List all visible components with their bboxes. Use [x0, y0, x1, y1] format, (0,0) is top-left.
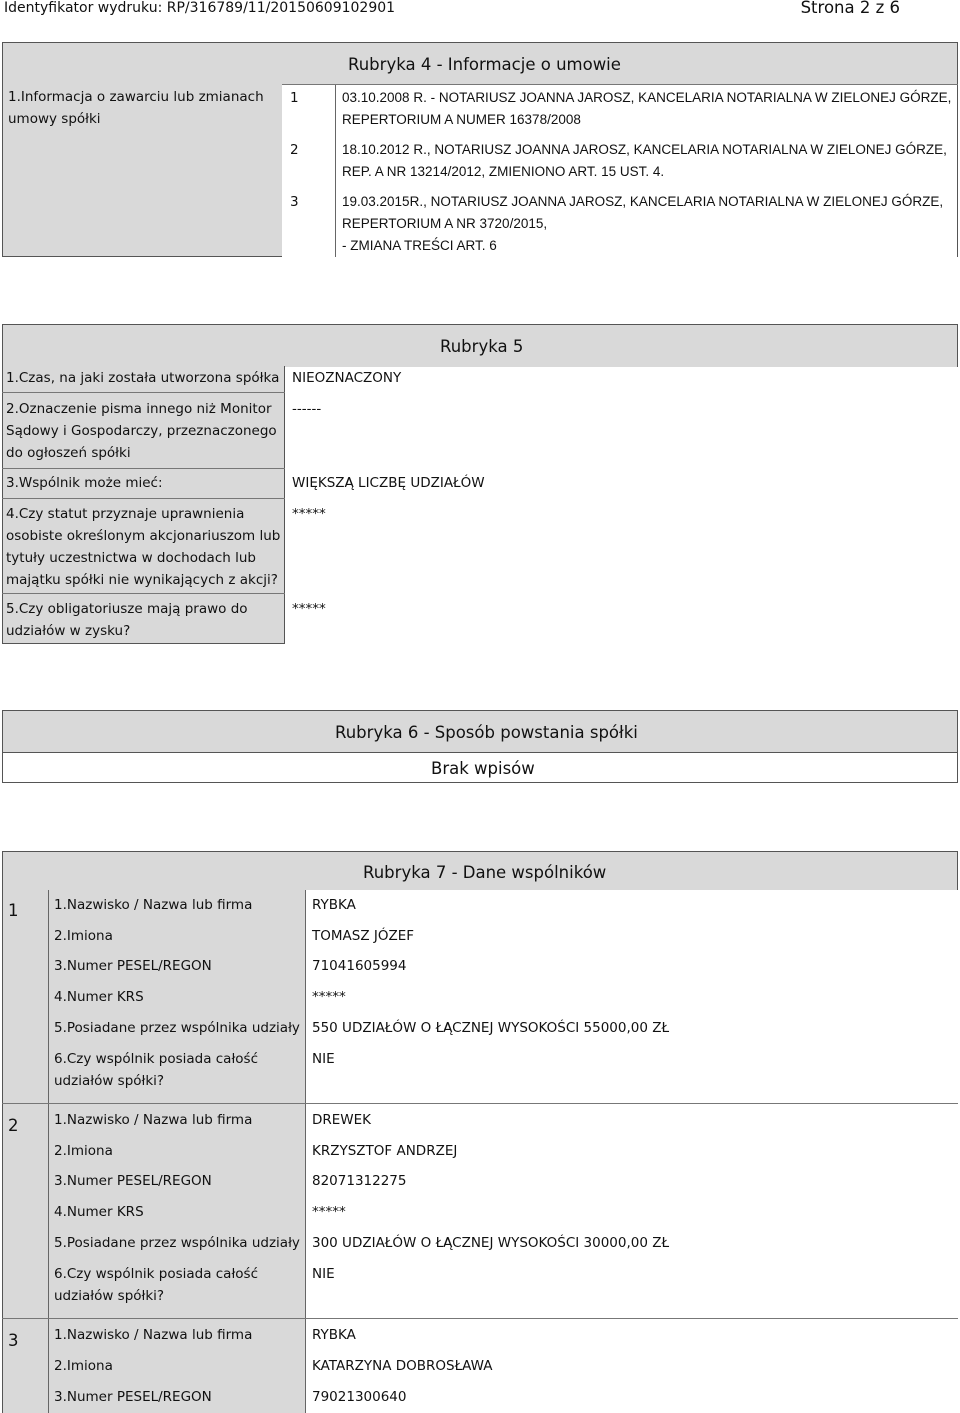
field-value: ***** [292, 506, 326, 522]
field-label: 4.Czy statut przyznaje uprawnienia osobiste określonym akcjonariuszom lub tytuły uczestnictwa w dochodach lub majątku spółki nie wynikających z akcji? [6, 506, 281, 588]
field-label: 1.Czas, na jaki została utworzona spółka [6, 370, 280, 386]
field-label: 5.Czy obligatoriusze mają prawo do udziałów w zysku? [6, 601, 248, 639]
entry-number: 3 [290, 194, 299, 210]
partner-shares: 300 UDZIAŁÓW O ŁĄCZNEJ WYSOKOŚCI 30000,00 ZŁ [312, 1235, 670, 1251]
partner-first-names: KATARZYNA DOBROSŁAWA [312, 1358, 493, 1374]
entry-line: REPERTORIUM A NUMER 16378/2008 [342, 112, 581, 127]
partner-pesel: 71041605994 [312, 958, 407, 974]
field-value: WIĘKSZĄ LICZBĘ UDZIAŁÓW [292, 475, 485, 491]
partner-all-shares: NIE [312, 1051, 335, 1067]
field-label: 2.Oznaczenie pisma innego niż Monitor Sądowy i Gospodarczy, przeznaczonego do ogłoszeń spółki [6, 401, 277, 461]
partner-label: 1.Nazwisko / Nazwa lub firma [54, 1327, 253, 1343]
partner-label: 1.Nazwisko / Nazwa lub firma [54, 897, 253, 913]
entry-number: 2 [290, 142, 299, 158]
partner-label: 6.Czy wspólnik posiada całość udziałów spółki? [54, 1051, 259, 1089]
rubryka-6-value: Brak wpisów [431, 759, 535, 778]
partner-label: 4.Numer KRS [54, 989, 144, 1005]
entry-line: - ZMIANA TREŚCI ART. 6 [342, 238, 497, 253]
partner-krs: ***** [312, 1204, 346, 1220]
rubryka-7-title: Rubryka 7 - Dane wspólników [363, 863, 607, 882]
partner-all-shares: NIE [312, 1266, 335, 1282]
partner-label: 4.Numer KRS [54, 1204, 144, 1220]
field-value: ------ [292, 401, 322, 417]
partner-label: 3.Numer PESEL/REGON [54, 1389, 212, 1405]
partner-krs: ***** [312, 989, 346, 1005]
partner-name: RYBKA [312, 897, 356, 913]
partner-pesel: 79021300640 [312, 1389, 407, 1405]
partner-first-names: TOMASZ JÓZEF [312, 928, 415, 944]
entry-line: 18.10.2012 R., NOTARIUSZ JOANNA JAROSZ, KANCELARIA NOTARIALNA W ZIELONEJ GÓRZE, [342, 142, 947, 157]
page-number: Strona 2 z 6 [800, 0, 900, 17]
rubryka-6-title: Rubryka 6 - Sposób powstania spółki [335, 723, 638, 742]
partner-name: DREWEK [312, 1112, 372, 1128]
entry-line: REPERTORIUM A NR 3720/2015, [342, 216, 548, 231]
partner-label: 5.Posiadane przez wspólnika udziały [54, 1235, 300, 1251]
rubryka-4-label: 1.Informacja o zawarciu lub zmianach umowy spółki [8, 89, 264, 127]
field-label: 3.Wspólnik może mieć: [6, 475, 163, 491]
partner-label: 6.Czy wspólnik posiada całość udziałów spółki? [54, 1266, 259, 1304]
rubryka-4-title: Rubryka 4 - Informacje o umowie [348, 55, 621, 74]
field-value: ***** [292, 601, 326, 617]
partner-name: RYBKA [312, 1327, 356, 1343]
entry-line: 19.03.2015R., NOTARIUSZ JOANNA JAROSZ, KANCELARIA NOTARIALNA W ZIELONEJ GÓRZE, [342, 194, 944, 209]
partner-label: 1.Nazwisko / Nazwa lub firma [54, 1112, 253, 1128]
partner-label: 3.Numer PESEL/REGON [54, 1173, 212, 1189]
field-value: NIEOZNACZONY [292, 370, 402, 386]
entry-line: REP. A NR 13214/2012, ZMIENIONO ART. 15 UST. 4. [342, 164, 665, 179]
partner-number: 3 [8, 1331, 19, 1350]
partner-pesel: 82071312275 [312, 1173, 407, 1189]
partner-label: 2.Imiona [54, 928, 113, 944]
rubryka-5-title: Rubryka 5 [440, 337, 524, 356]
entry-number: 1 [290, 90, 299, 106]
partner-label: 2.Imiona [54, 1143, 113, 1159]
partner-shares: 550 UDZIAŁÓW O ŁĄCZNEJ WYSOKOŚCI 55000,00 ZŁ [312, 1020, 670, 1036]
partner-first-names: KRZYSZTOF ANDRZEJ [312, 1143, 458, 1159]
partner-label: 2.Imiona [54, 1358, 113, 1374]
partner-number: 1 [8, 901, 19, 920]
partner-number: 2 [8, 1116, 19, 1135]
partner-label: 5.Posiadane przez wspólnika udziały [54, 1020, 300, 1036]
entry-line: 03.10.2008 R. - NOTARIUSZ JOANNA JAROSZ, KANCELARIA NOTARIALNA W ZIELONEJ GÓRZE, [342, 90, 952, 105]
print-identifier: Identyfikator wydruku: RP/316789/11/20150609102901 [4, 0, 396, 16]
partner-label: 3.Numer PESEL/REGON [54, 958, 212, 974]
